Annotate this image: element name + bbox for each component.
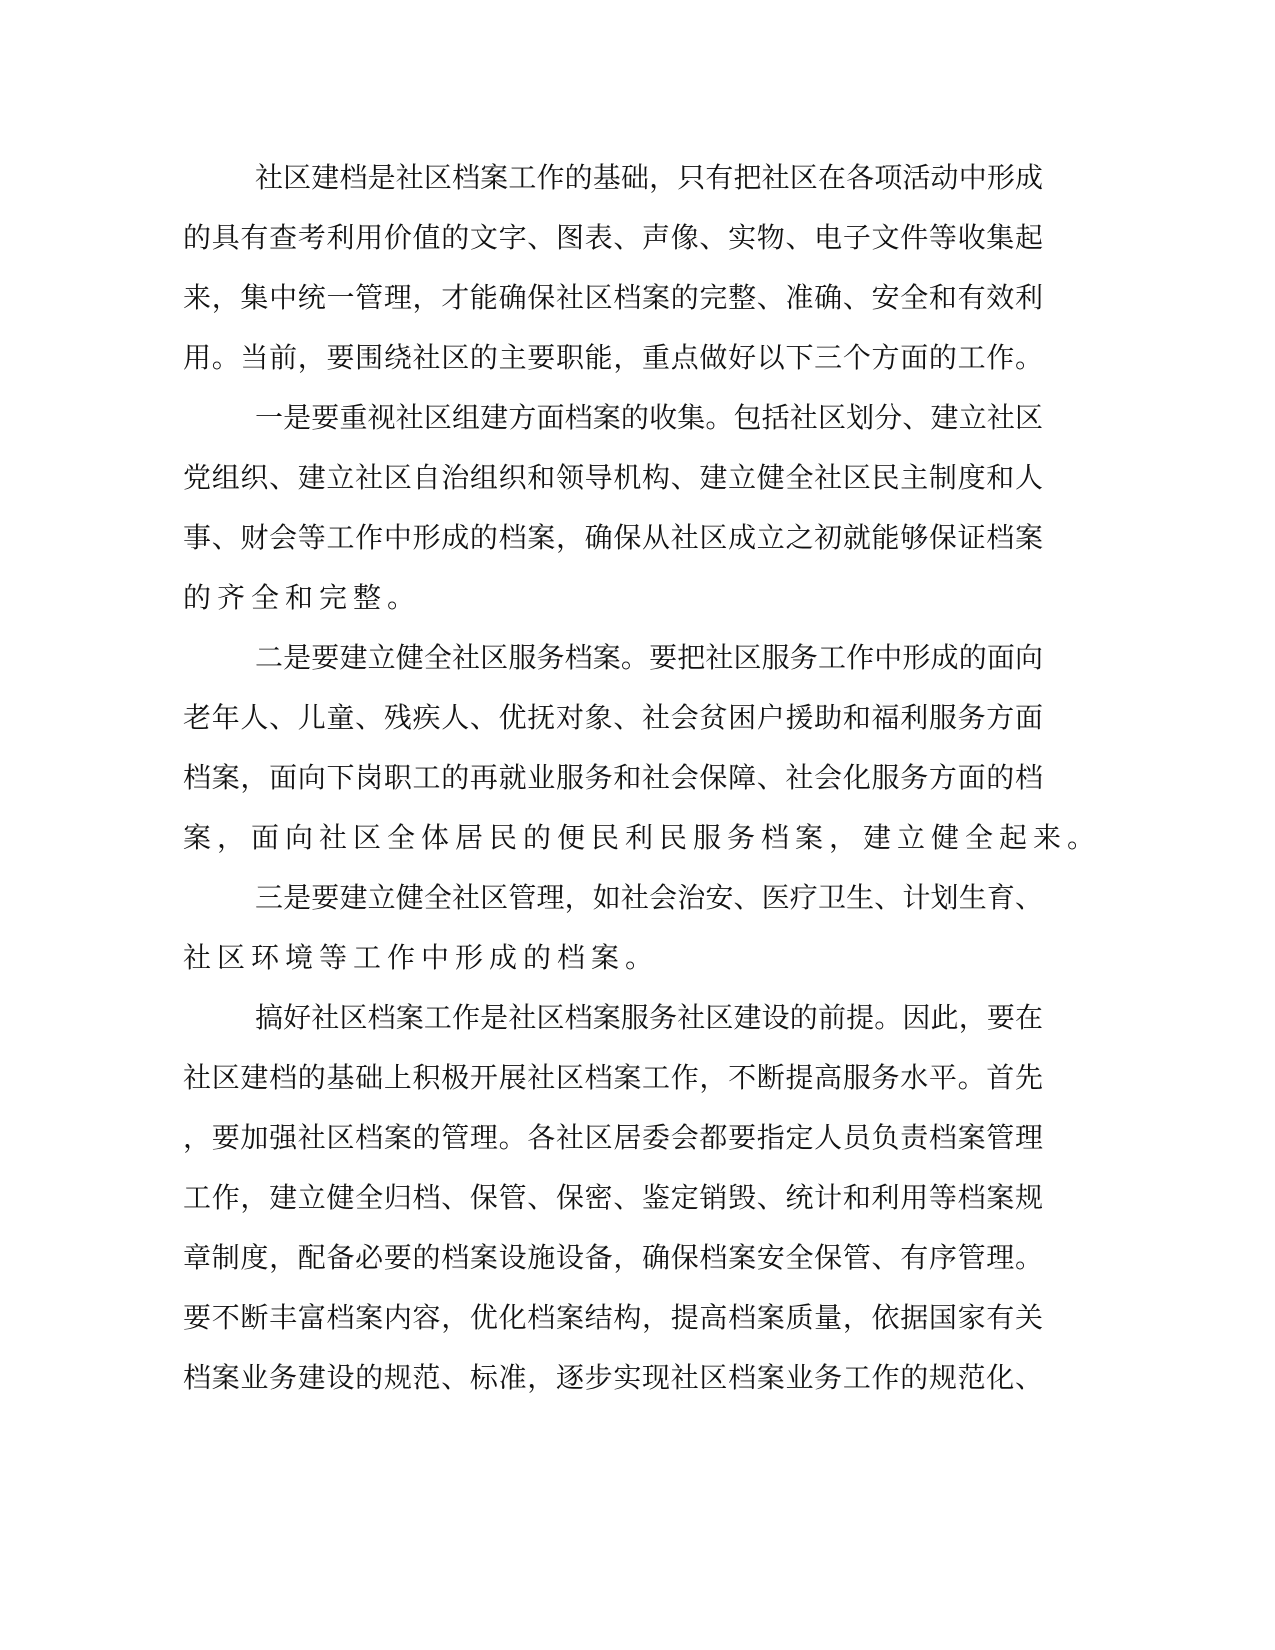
- text-line: 档案，面向下岗职工的再就业服务和社会保障、社会化服务方面的档: [183, 761, 1043, 794]
- text-line: ，要加强社区档案的管理。各社区居委会都要指定人员负责档案管理: [183, 1121, 1043, 1154]
- text-line: 一是要重视社区组建方面档案的收集。包括社区划分、建立社区: [255, 401, 1043, 434]
- text-line: 社区建档的基础上积极开展社区档案工作，不断提高服务水平。首先: [183, 1061, 1043, 1094]
- text-line: 老年人、儿童、残疾人、优抚对象、社会贫困户援助和福利服务方面: [183, 701, 1043, 734]
- text-line: 二是要建立健全社区服务档案。要把社区服务工作中形成的面向: [255, 641, 1043, 674]
- text-line: 来，集中统一管理，才能确保社区档案的完整、准确、安全和有效利: [183, 281, 1043, 314]
- text-line: 事、财会等工作中形成的档案，确保从社区成立之初就能够保证档案: [183, 521, 1043, 554]
- text-line: 用。当前，要围绕社区的主要职能，重点做好以下三个方面的工作。: [183, 341, 1043, 374]
- text-line: 社区建档是社区档案工作的基础，只有把社区在各项活动中形成: [255, 161, 1043, 194]
- text-line: 社区环境等工作中形成的档案。: [183, 941, 660, 974]
- text-line: 三是要建立健全社区管理，如社会治安、医疗卫生、计划生育、: [255, 881, 1043, 914]
- text-line: 搞好社区档案工作是社区档案服务社区建设的前提。因此，要在: [255, 1001, 1043, 1034]
- text-line: 工作，建立健全归档、保管、保密、鉴定销毁、统计和利用等档案规: [183, 1181, 1043, 1214]
- text-line: 案，面向社区全体居民的便民利民服务档案，建立健全起来。: [183, 821, 1102, 854]
- text-line: 档案业务建设的规范、标准，逐步实现社区档案业务工作的规范化、: [183, 1361, 1043, 1394]
- document-page: [183, 148, 1102, 1408]
- text-line: 党组织、建立社区自治组织和领导机构、建立健全社区民主制度和人: [183, 461, 1043, 494]
- text-line: 要不断丰富档案内容，优化档案结构，提高档案质量，依据国家有关: [183, 1301, 1043, 1334]
- text-line: 章制度，配备必要的档案设施设备，确保档案安全保管、有序管理。: [183, 1241, 1043, 1274]
- text-line: 的齐全和完整。: [183, 581, 422, 614]
- text-line: 的具有查考利用价值的文字、图表、声像、实物、电子文件等收集起: [183, 221, 1043, 254]
